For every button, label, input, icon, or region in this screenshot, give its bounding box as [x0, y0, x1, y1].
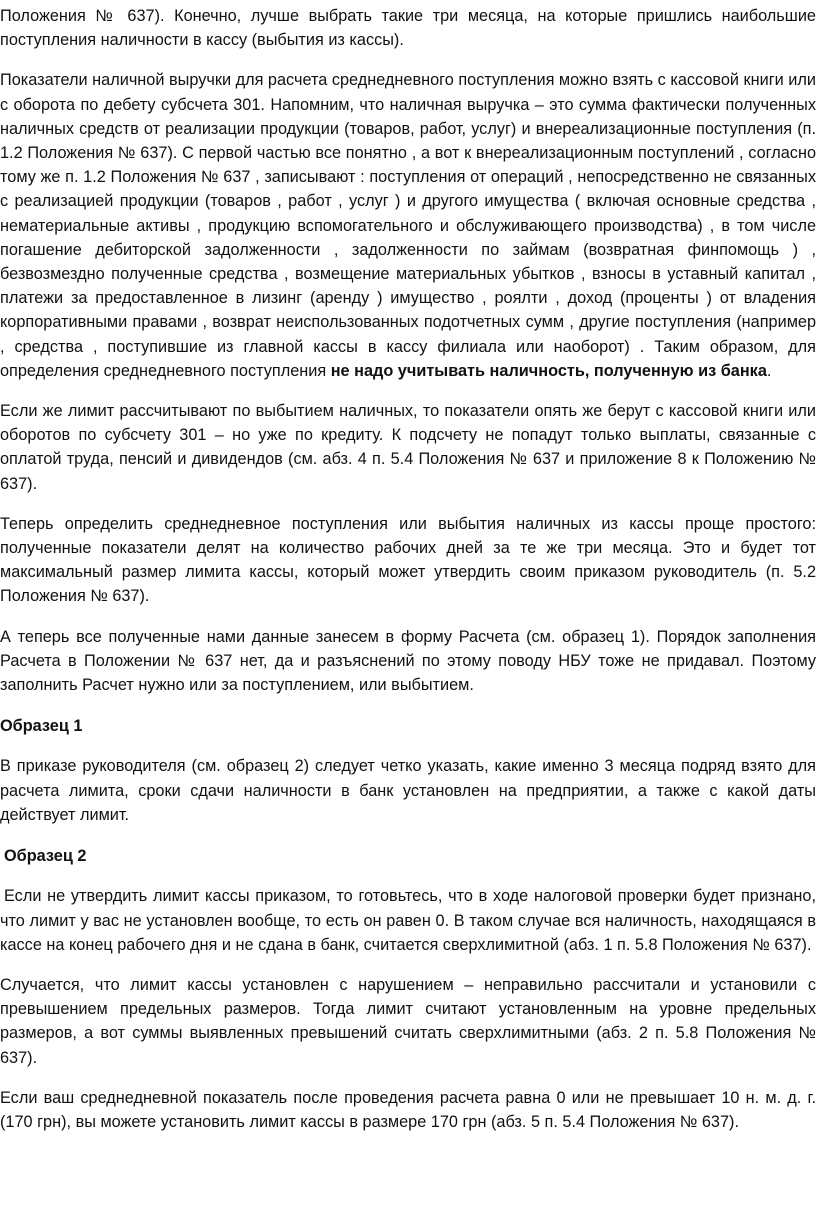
paragraph-9: Если ваш среднедневной показатель после проведения расчета равна 0 или не превышает 10 н. м. д. г. (170 грн), вы можете установить лимит кассы в размере 170 грн (абз. 5 п. 5.4 Положения № 637).	[0, 1088, 816, 1131]
paragraph-2-text: Показатели наличной выручки для расчета среднедневного поступления можно взять с кассовой книги или с оборота по дебету субсчета 301. Напомним, что наличная выручка – это сумма фактически полученных наличных средств от реализации продукции (товаров, работ, услуг) и внереализационные поступления (п. 1.2 Положения № 637). С первой частью все понятно , а вот к внереализационным поступлений , согласно тому же п. 1.2 Положения № 637 , записывают : поступления от операций , непосредственно не связанных с реализацией продукции (товаров , работ , услуг ) и другого имущества ( включая основные средства , нематериальные активы , продукцию вспомогательного и обслуживающего производства) , в том числе погашение дебиторской задолженности , задолженности по займам (возвратная финпомощь ) , безвозмездно полученные средства , возмещение материальных убытков , взносы в уставный капитал , платежи за предоставленное в лизинг (аренду ) имущество , роялти , доход (проценты ) от владения корпоративными правами , возврат неиспользованных подотчетных сумм , другие поступления (например , средства , поступившие из главной кассы в кассу филиала или наоборот) . Таким образом, для определения среднедневного поступления	[0, 71, 816, 380]
paragraph-2-bold: не надо учитывать наличность, полученную из банка	[330, 361, 767, 380]
document-page	[0, 4, 816, 1134]
paragraph-2-end: .	[766, 361, 772, 380]
paragraph-2	[0, 68, 816, 383]
sample-1-heading: Образец 1	[0, 717, 83, 736]
paragraph-4: Теперь определить среднедневное поступления или выбытия наличных из кассы проще простого: полученные показатели делят на количество рабочих дней за те же три месяца. Это и будет тот максимальный размер лимита кассы, который может утвердить своим приказом руководитель (п. 5.2 Положения № 637).	[0, 514, 816, 606]
paragraph-7: Если не утвердить лимит кассы приказом, то готовьтесь, что в ходе налоговой проверки будет признано, что лимит у вас не установлен вообще, то есть он равен 0. В таком случае вся наличность, находящаяся в кассе на конец рабочего дня и не сдана в банк, считается сверхлимитной (абз. 1 п. 5.8 Положения № 637).	[0, 887, 816, 954]
sample-2-heading: Образец 2	[4, 847, 87, 866]
paragraph-6: В приказе руководителя (см. образец 2) следует четко указать, какие именно 3 месяца подряд взято для расчета лимита, сроки сдачи наличности в банк установлен на предприятии, а также с какой даты действует лимит.	[0, 757, 816, 824]
paragraph-1: Положения № 637). Конечно, лучше выбрать такие три месяца, на которые пришлись наибольшие поступления наличности в кассу (выбытия из кассы).	[0, 7, 816, 50]
paragraph-8: Случается, что лимит кассы установлен с нарушением – неправильно рассчитали и установили с превышением предельных размеров. Тогда лимит считают установленным на уровне предельных размеров, а вот суммы выявленных превышений считать сверхлимитными (абз. 2 п. 5.8 Положения № 637).	[0, 975, 816, 1067]
paragraph-5: А теперь все полученные нами данные занесем в форму Расчета (см. образец 1). Порядок заполнения Расчета в Положении № 637 нет, да и разъяснений по этому поводу НБУ тоже не придавал. Поэтому заполнить Расчет нужно или за поступлением, или выбытием.	[0, 627, 816, 695]
paragraph-3: Если же лимит рассчитывают по выбытием наличных, то показатели опять же берут с кассовой книги или оборотов по субсчету 301 – но уже по кредиту. К подсчету не попадут только выплаты, связанные с оплатой труда, пенсий и дивидендов (см. абз. 4 п. 5.4 Положения № 637 и приложение 8 к Положению № 637).	[0, 402, 816, 493]
